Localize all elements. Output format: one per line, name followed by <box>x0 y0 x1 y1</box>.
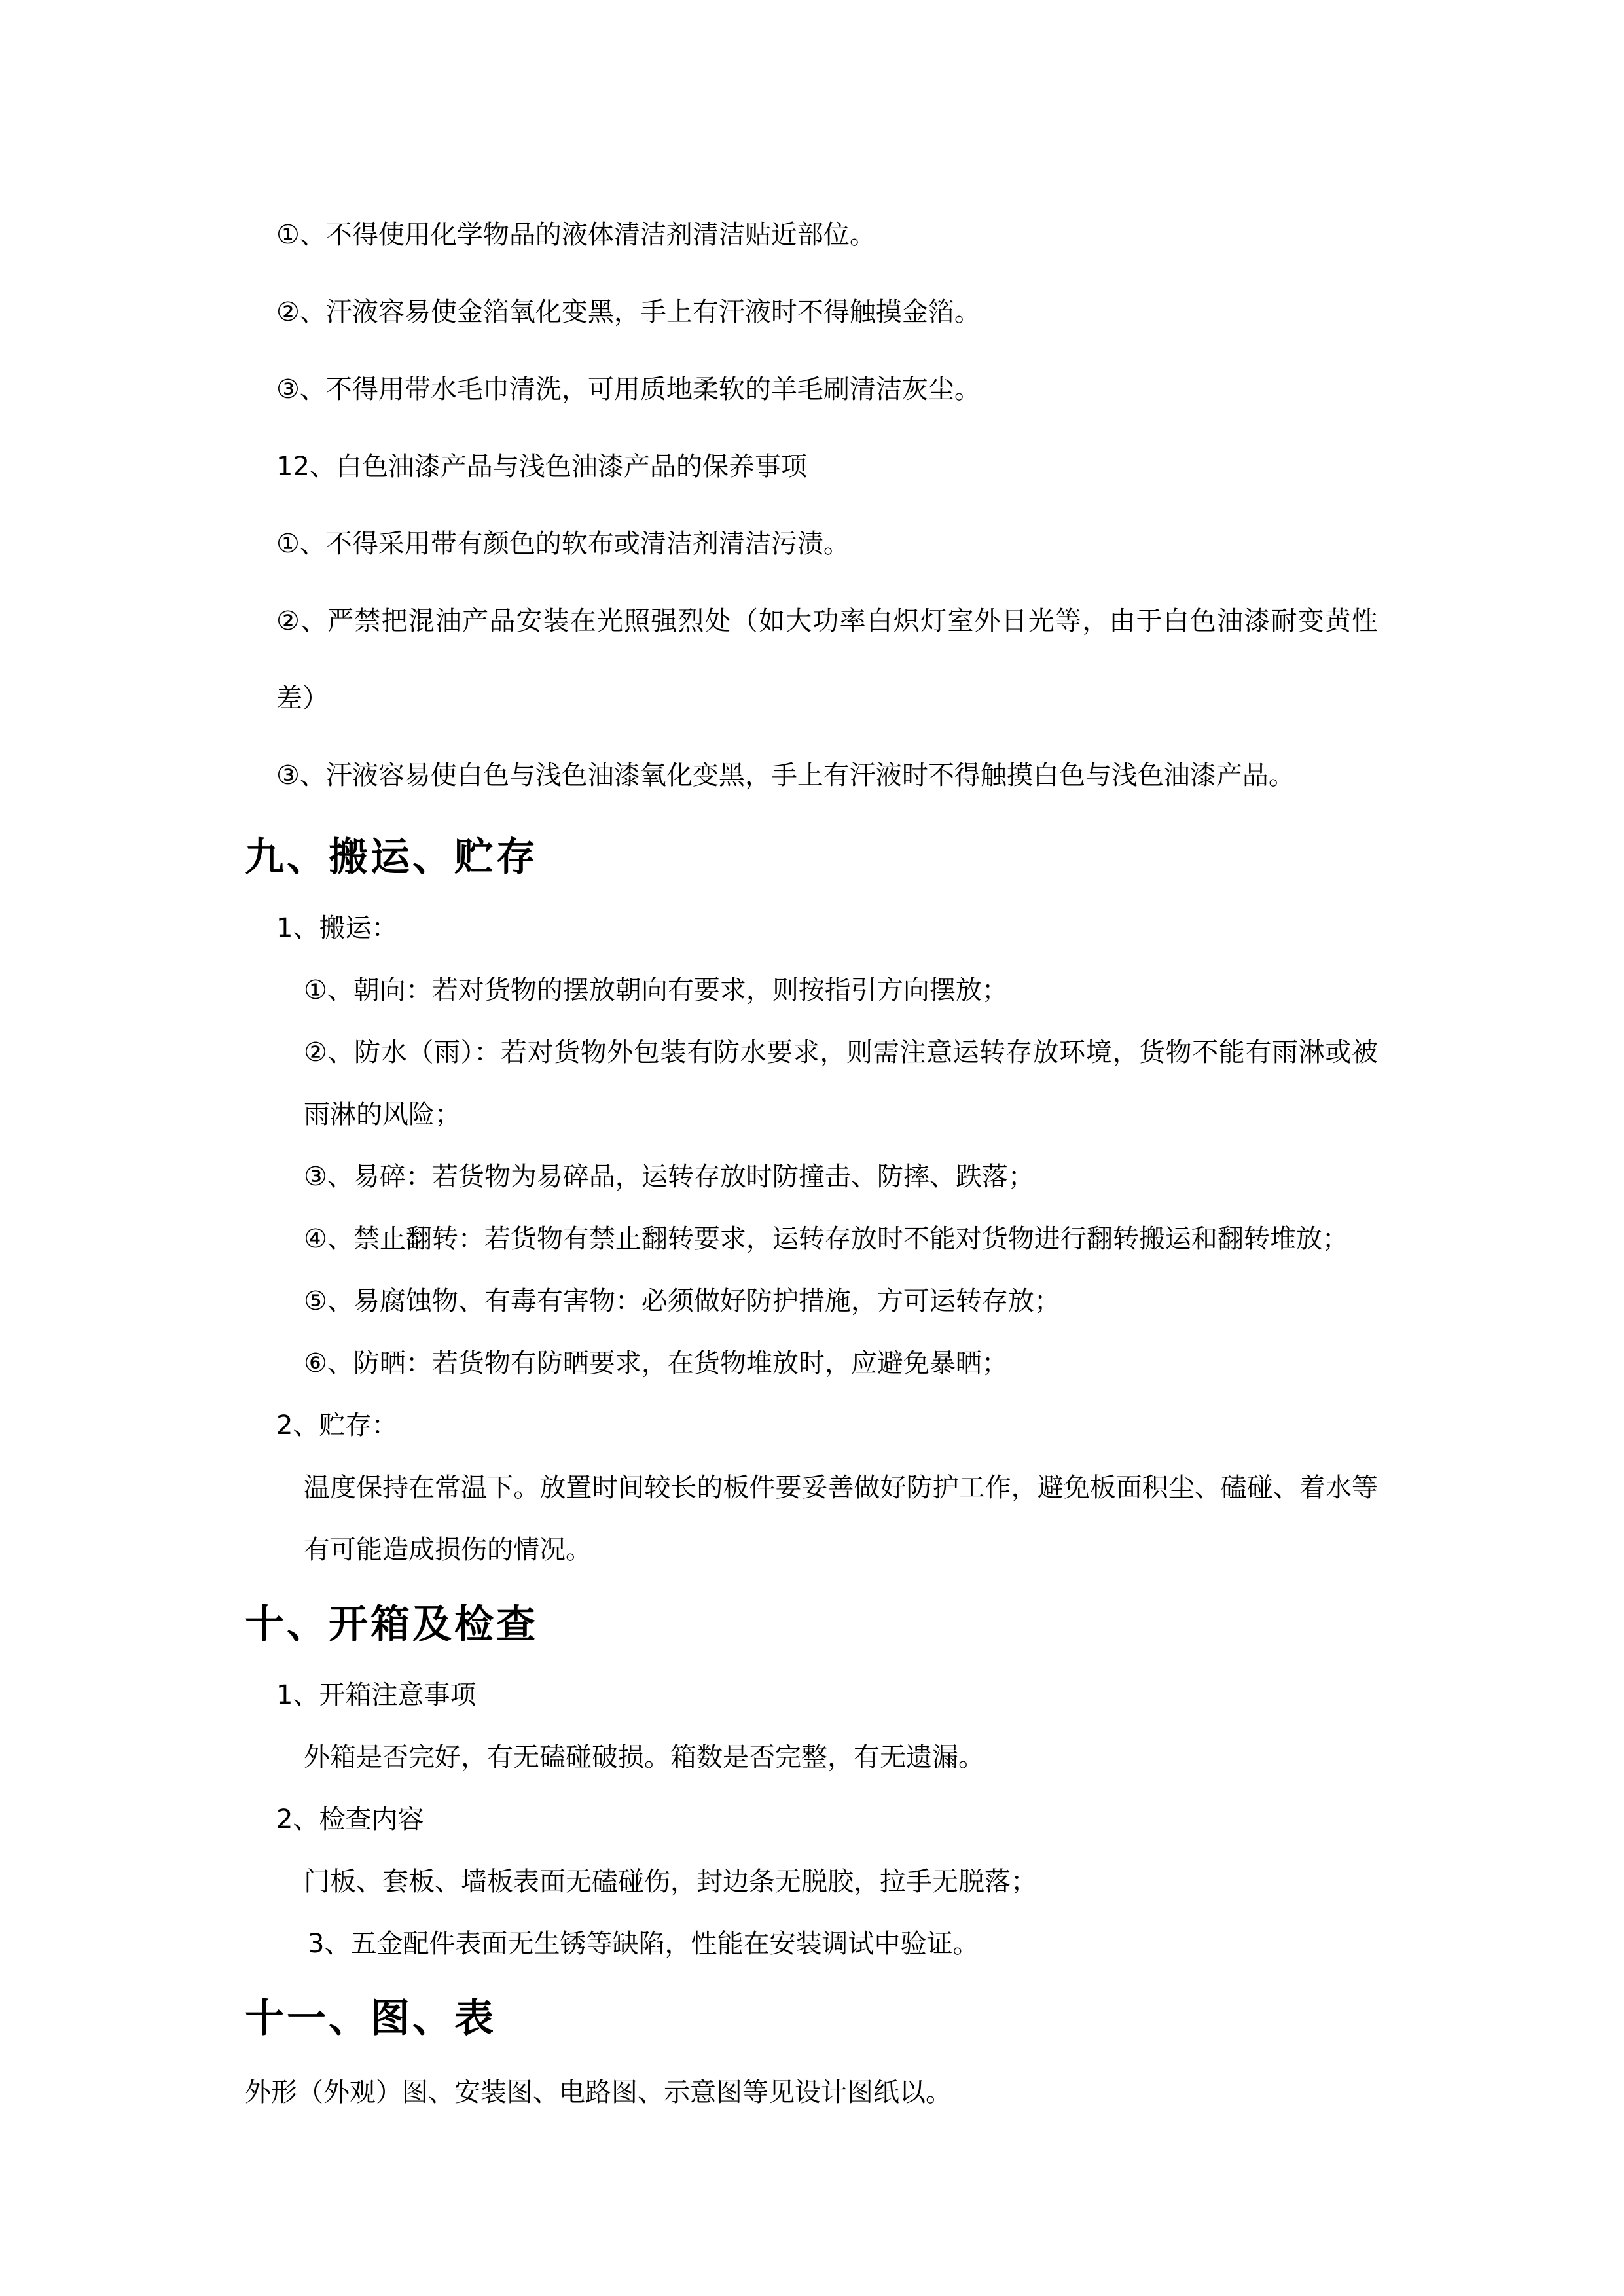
handling-item-1: ①、朝向：若对货物的摆放朝向有要求，则按指引方向摆放； <box>304 975 1008 1005</box>
hardware-paragraph: 3、五金配件表面无生锈等缺陷，性能在安装调试中验证。 <box>308 1929 979 1959</box>
white-paint-item-2: ②、严禁把混油产品安装在光照强烈处（如大功率白炽灯室外日光等，由于白色油漆耐变黄性差） <box>276 606 1378 713</box>
drawings-paragraph: 外形（外观）图、安装图、电路图、示意图等见设计图纸以。 <box>245 2077 952 2108</box>
white-paint-item-1: ①、不得采用带有颜色的软布或清洁剂清洁污渍。 <box>276 529 850 559</box>
handling-item-2: ②、防水（雨）：若对货物外包装有防水要求，则需注意运转存放环境，货物不能有雨淋或被雨淋的风险； <box>304 1037 1378 1130</box>
check-paragraph: 门板、套板、墙板表面无磕碰伤，封边条无脱胶，拉手无脱落； <box>304 1867 1037 1897</box>
gold-foil-item-3: ③、不得用带水毛巾清洗，可用质地柔软的羊毛刷清洁灰尘。 <box>276 374 981 404</box>
handling-item-3: ③、易碎：若货物为易碎品，运转存放时防撞击、防摔、跌落； <box>304 1162 1034 1192</box>
handling-item-6: ⑥、防晒：若货物有防晒要求，在货物堆放时，应避免暴晒； <box>304 1348 1008 1378</box>
storage-paragraph: 温度保持在常温下。放置时间较长的板件要妥善做好防护工作，避免板面积尘、磕碰、着水等有可能造成损伤的情况。 <box>304 1473 1378 1565</box>
check-label: 2、检查内容 <box>276 1804 424 1835</box>
white-paint-item-3: ③、汗液容易使白色与浅色油漆氧化变黑，手上有汗液时不得触摸白色与浅色油漆产品。 <box>276 761 1295 791</box>
handling-label: 1、搬运： <box>276 913 398 943</box>
unboxing-label: 1、开箱注意事项 <box>276 1680 477 1710</box>
gold-foil-item-2: ②、汗液容易使金箔氧化变黑，手上有汗液时不得触摸金箔。 <box>276 297 981 327</box>
gold-foil-item-1: ①、不得使用化学物品的液体清洁剂清洁贴近部位。 <box>276 220 876 250</box>
white-paint-subheading: 12、白色油漆产品与浅色油漆产品的保养事项 <box>276 452 807 482</box>
storage-label: 2、贮存： <box>276 1410 398 1441</box>
handling-item-5: ⑤、易腐蚀物、有毒有害物：必须做好防护措施，方可运转存放； <box>304 1286 1060 1316</box>
section-heading-11: 十一、图、表 <box>245 1996 496 2041</box>
handling-item-4: ④、禁止翻转：若货物有禁止翻转要求，运转存放时不能对货物进行翻转搬运和翻转堆放； <box>304 1224 1348 1254</box>
section-heading-10: 十、开箱及检查 <box>245 1602 538 1647</box>
section-heading-9: 九、搬运、贮存 <box>245 834 538 880</box>
unboxing-paragraph: 外箱是否完好，有无磕碰破损。箱数是否完整，有无遗漏。 <box>304 1742 984 1772</box>
